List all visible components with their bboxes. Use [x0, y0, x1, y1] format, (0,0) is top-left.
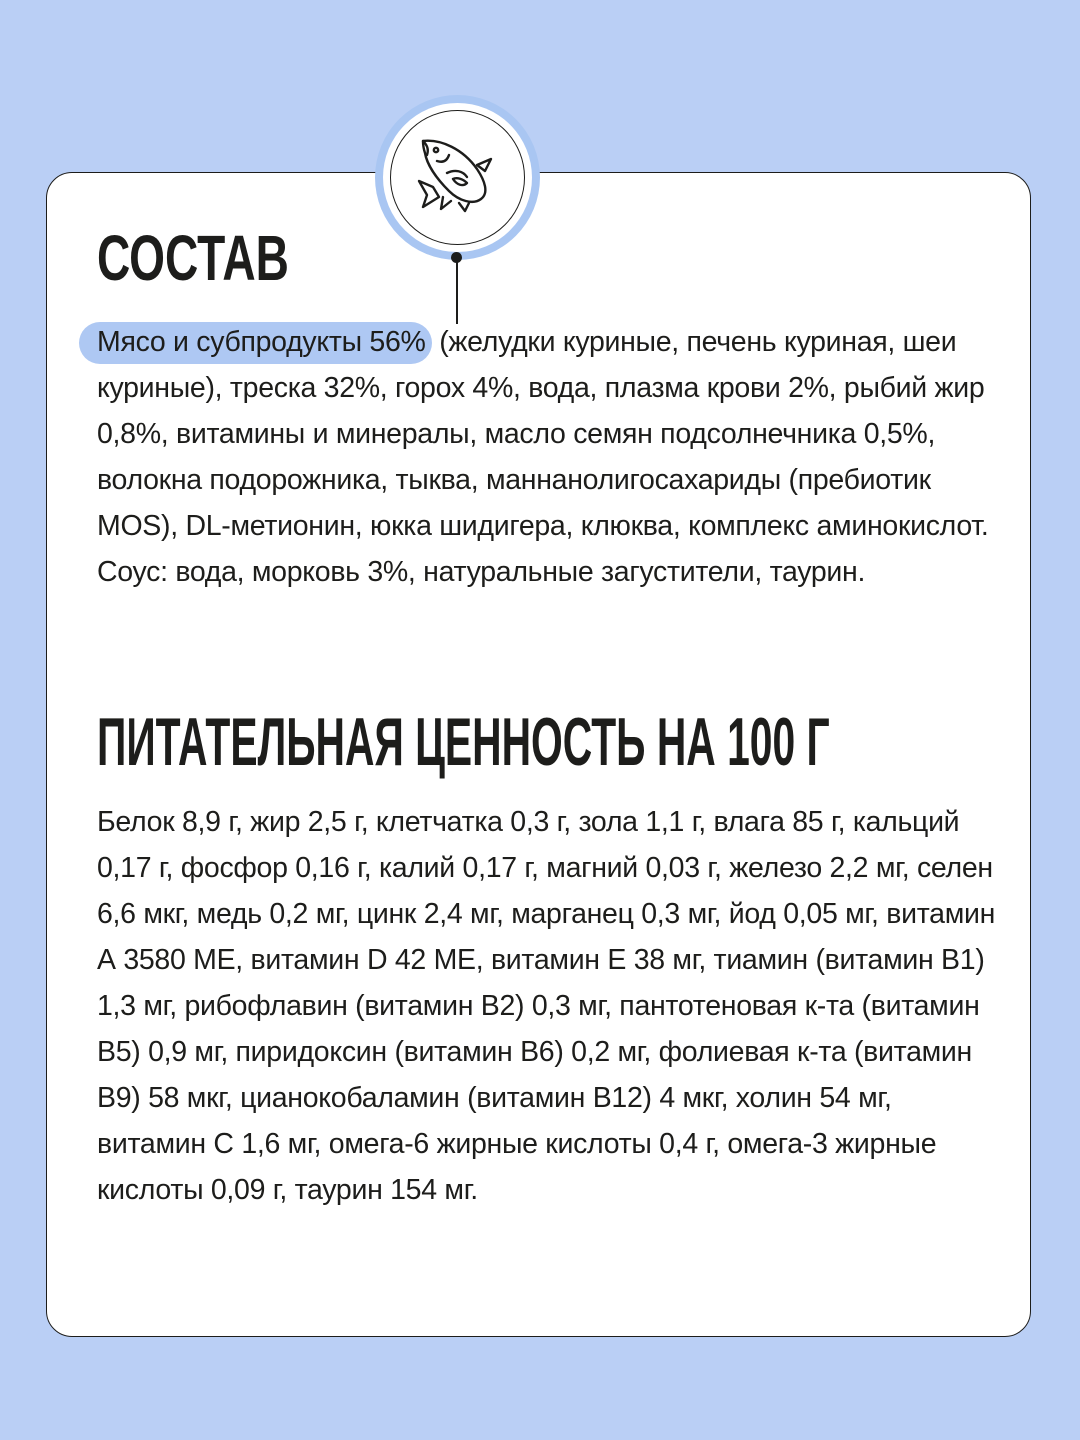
nutrition-text: Белок 8,9 г, жир 2,5 г, клетчатка 0,3 г, зола 1,1 г, влага 85 г, кальций 0,17 г, фосфор 0,16 г, калий 0,17 г, магний 0,03 г, железо 2,2 мг, селен 6,6 мкг, медь 0,2 мг, цинк 2,4 мг, марганец 0,3 мг, йод 0,05 мг, витамин А 3580 МЕ, витамин D 42 МЕ, витамин Е 38 мг, тиамин (витамин В1) 1,3 мг, рибофлавин (витамин В2) 0,3 мг, пантотеновая к-та (витамин В5) 0,9 мг, пиридоксин (витамин В6) 0,2 мг, фолиевая к-та (витамин В9) 58 мкг, цианокобаламин (витамин В12) 4 мкг, холин 54 мг, витамин С 1,6 мг, омега-6 жирные кислоты 0,4 г, омега-3 жирные кислоты 0,09 г, таурин 154 мг.: [97, 806, 996, 1206]
composition-text: [97, 319, 997, 595]
connector-line: [456, 258, 458, 324]
fish-icon: [415, 135, 501, 221]
fish-badge: [390, 110, 525, 245]
nutrition-title: ПИТАТЕЛЬНАЯ ЦЕННОСТЬ НА 100 Г: [97, 704, 830, 780]
composition-title: СОСТАВ: [97, 222, 289, 294]
connector-dot: [451, 252, 462, 263]
composition-rest: (желудки куриные, печень куриная, шеи куриные), треска 32%, горох 4%, вода, плазма крови 2%, рыбий жир 0,8%, витамины и минералы, масло семян подсолнечника 0,5%, волокна подорожника, тыква, маннанолигосахариды (пребиотик MOS), DL-метионин, юкка шидигера, клюква, комплекс аминокислот. Соус: вода, морковь 3%, натуральные загустители, таурин.: [97, 326, 989, 588]
highlighted-ingredient: Мясо и субпродукты 56%: [79, 322, 432, 364]
